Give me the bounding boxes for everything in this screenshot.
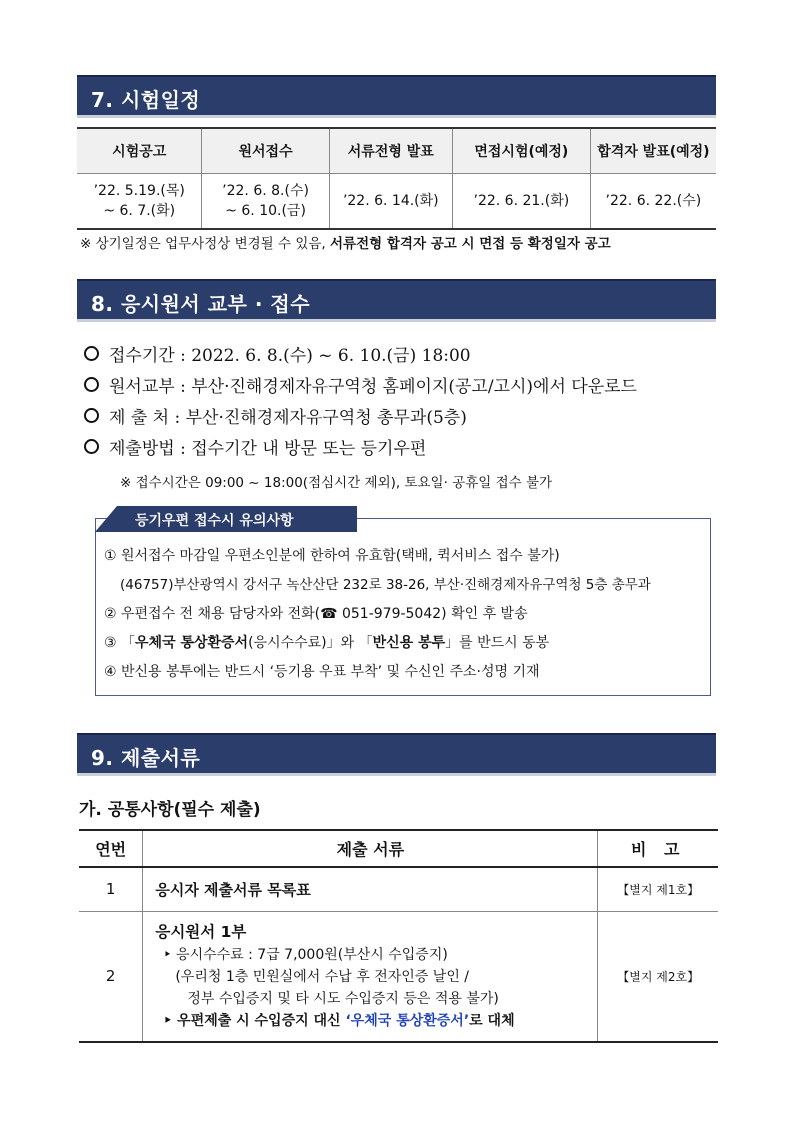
schedule-table <box>77 127 716 230</box>
schedule-cell: ’22. 5.19.(목) ~ 6. 7.(화) <box>77 174 202 230</box>
circle-bullet-icon <box>84 377 99 392</box>
schedule-header: 시험공고 <box>77 128 202 174</box>
documents-header-row <box>79 830 718 867</box>
application-info-list <box>84 342 637 466</box>
list-item: ① 원서접수 마감일 우편소인분에 한하여 유효함(택배, 퀵서비스 접수 불가) <box>104 548 560 564</box>
list-item: (46757)부산광역시 강서구 녹산산단 232로 38-26, 부산·진해경제자유구역청 5층 총무과 <box>120 577 651 593</box>
section-7-header <box>77 75 716 118</box>
document-detail <box>143 911 598 1042</box>
row-number: 2 <box>79 911 143 1042</box>
table-row <box>79 911 718 1042</box>
row-number: 1 <box>79 867 143 911</box>
documents-header: 제출 서류 <box>143 830 598 867</box>
schedule-cell: ’22. 6. 14.(화) <box>329 174 452 230</box>
schedule-header: 서류전형 발표 <box>329 128 452 174</box>
schedule-date-row <box>77 174 716 230</box>
schedule-header-row <box>77 128 716 174</box>
row-remark: 【별지 제1호】 <box>598 867 718 911</box>
row-remark: 【별지 제2호】 <box>598 911 718 1042</box>
fee-detail-line: 정부 수입증지 및 타 시도 수입증지 등은 적용 불가) <box>187 991 499 1008</box>
list-item: 접수기간 : 2022. 6. 8.(수) ~ 6. 10.(금) 18:00 <box>84 342 637 373</box>
list-item: ③ 「우체국 통상환증서(응시수수료)」와 「반신용 봉투」를 반드시 동봉 <box>104 635 550 651</box>
postal-notice-title: 등기우편 접수시 유의사항 <box>135 513 294 529</box>
fee-detail-line: (우리청 1층 민원실에서 수납 후 전자인증 날인 / <box>175 969 470 986</box>
section-8-header <box>77 279 716 322</box>
list-item: 제출방법 : 접수기간 내 방문 또는 등기우편 <box>84 435 637 466</box>
postal-notice-list <box>104 543 651 688</box>
schedule-cell: ’22. 6. 8.(수) ~ 6. 10.(금) <box>202 174 329 230</box>
document-name: 응시자 제출서류 목록표 <box>143 867 598 911</box>
list-item: 제 출 처 : 부산·진해경제자유구역청 총무과(5층) <box>84 404 637 435</box>
reception-hours-note: ※ 접수시간은 09:00 ~ 18:00(점심시간 제외), 토요일· 공휴일 접수 불가 <box>120 475 553 491</box>
schedule-header: 면접시험(예정) <box>452 128 590 174</box>
documents-header: 비 고 <box>598 830 718 867</box>
section-9-header <box>77 733 716 776</box>
section-7-title: 7. 시험일정 <box>91 88 201 112</box>
common-docs-subtitle: 가. 공통사항(필수 제출) <box>79 800 261 820</box>
schedule-header: 원서접수 <box>202 128 329 174</box>
table-row <box>79 867 718 911</box>
list-item: 원서교부 : 부산·진해경제자유구역청 홈페이지(공고/고시)에서 다운로드 <box>84 373 637 404</box>
documents-table <box>79 829 718 1043</box>
postal-notice-tab <box>95 506 357 532</box>
list-item: ② 우편접수 전 채용 담당자와 전화(☎ 051-979-5042) 확인 후 발송 <box>104 606 528 622</box>
document-name: 응시원서 1부 <box>155 923 247 942</box>
documents-header: 연번 <box>79 830 143 867</box>
section-8-title: 8. 응시원서 교부 · 접수 <box>91 292 311 316</box>
section-9-title: 9. 제출서류 <box>91 746 201 770</box>
postal-substitute-line: ‣ 우편제출 시 수입증지 대신 ‘우체국 통상환증서’로 대체 <box>163 1013 515 1030</box>
circle-bullet-icon <box>84 346 99 361</box>
circle-bullet-icon <box>84 408 99 423</box>
list-item: ④ 반신용 봉투에는 반드시 ‘등기용 우표 부착’ 및 수신인 주소·성명 기재 <box>104 664 540 680</box>
schedule-cell: ’22. 6. 22.(수) <box>590 174 716 230</box>
schedule-header: 합격자 발표(예정) <box>590 128 716 174</box>
circle-bullet-icon <box>84 439 99 454</box>
fee-line: ‣ 응시수수료 : 7급 7,000원(부산시 수입증지) <box>163 947 448 964</box>
schedule-note: ※ 상기일정은 업무사정상 변경될 수 있음, 서류전형 합격자 공고 시 면접 등 확정일자 공고 <box>80 236 611 252</box>
schedule-cell: ’22. 6. 21.(화) <box>452 174 590 230</box>
phone-icon: ☎ <box>320 606 338 622</box>
